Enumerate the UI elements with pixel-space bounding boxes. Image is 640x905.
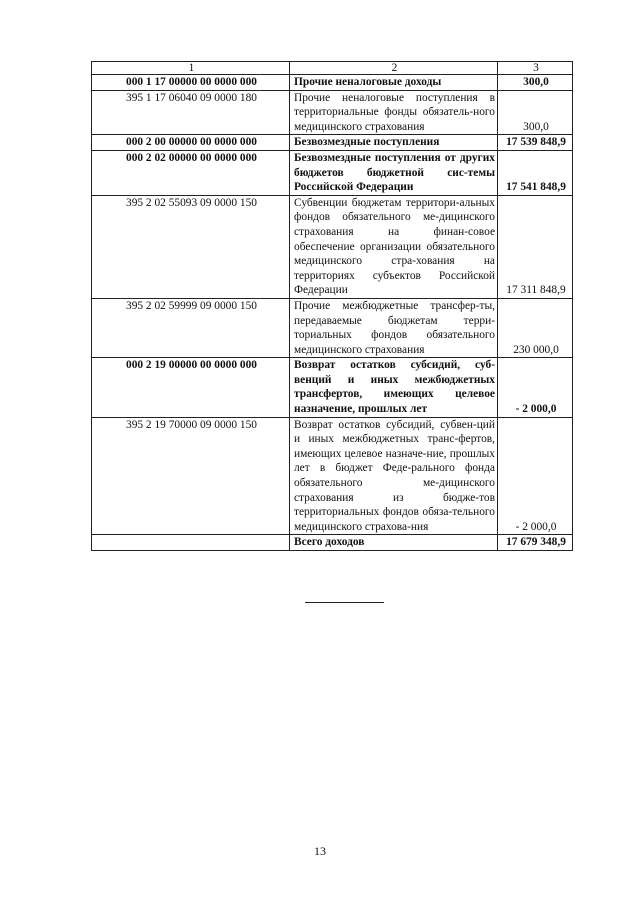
revenue-table bbox=[91, 61, 573, 551]
name-cell: Возврат остатков субсидий, субвен-ций и иных межбюджетных транс-фертов, имеющих целевое назначе-ние, прошлых лет в бюджет Феде-рального фонда обязательного ме-дицинского страхования из бюдже-тов территориальных фондов обяза-тельного медицинского страхова-ния bbox=[290, 417, 498, 535]
total-label: Всего доходов bbox=[290, 535, 498, 551]
name-cell: Прочие неналоговые доходы bbox=[290, 75, 498, 91]
table-row bbox=[92, 417, 573, 535]
separator-line bbox=[305, 602, 384, 603]
table-row bbox=[92, 135, 573, 151]
code-cell bbox=[92, 535, 290, 551]
column-header: 2 bbox=[290, 62, 498, 75]
value-cell: 17 539 848,9 bbox=[498, 135, 573, 151]
code-cell: 000 1 17 00000 00 0000 000 bbox=[92, 75, 290, 91]
name-cell: Прочие межбюджетные трансфер-ты, передаваемые бюджетам терри-ториальных фондов обязательного медицинского страхования bbox=[290, 298, 498, 357]
value-cell: - 2 000,0 bbox=[498, 358, 573, 417]
total-value: 17 679 348,9 bbox=[498, 535, 573, 551]
code-cell: 395 1 17 06040 09 0000 180 bbox=[92, 90, 290, 135]
code-cell: 000 2 00 00000 00 0000 000 bbox=[92, 135, 290, 151]
table-row bbox=[92, 150, 573, 195]
code-cell: 395 2 02 59999 09 0000 150 bbox=[92, 298, 290, 357]
table-row bbox=[92, 75, 573, 91]
code-cell: 395 2 19 70000 09 0000 150 bbox=[92, 417, 290, 535]
page-number: 13 bbox=[314, 844, 326, 858]
table-row bbox=[92, 195, 573, 298]
code-cell: 000 2 19 00000 00 0000 000 bbox=[92, 358, 290, 417]
code-cell: 000 2 02 00000 00 0000 000 bbox=[92, 150, 290, 195]
name-cell: Возврат остатков субсидий, суб-венций и иных межбюджетных трансфертов, имеющих целевое назначение, прошлых лет bbox=[290, 358, 498, 417]
name-cell: Субвенции бюджетам территори-альных фондов обязательного ме-дицинского страхования на финан-совое обеспечение организации обязательного медицинского стра-хования на территориях субъектов Российской Федерации bbox=[290, 195, 498, 298]
table-total-row bbox=[92, 535, 573, 551]
value-cell: 17 311 848,9 bbox=[498, 195, 573, 298]
table-row bbox=[92, 358, 573, 417]
value-cell: 17 541 848,9 bbox=[498, 150, 573, 195]
value-cell: 300,0 bbox=[498, 90, 573, 135]
table-header-row bbox=[92, 62, 573, 75]
column-header: 1 bbox=[92, 62, 290, 75]
table-row bbox=[92, 298, 573, 357]
table-row bbox=[92, 90, 573, 135]
name-cell: Безвозмездные поступления bbox=[290, 135, 498, 151]
column-header: 3 bbox=[498, 62, 573, 75]
name-cell: Безвозмездные поступления от других бюджетов бюджетной сис-темы Российской Федерации bbox=[290, 150, 498, 195]
name-cell: Прочие неналоговые поступления в территориальные фонды обязатель-ного медицинского страхования bbox=[290, 90, 498, 135]
value-cell: 300,0 bbox=[498, 75, 573, 91]
code-cell: 395 2 02 55093 09 0000 150 bbox=[92, 195, 290, 298]
value-cell: 230 000,0 bbox=[498, 298, 573, 357]
value-cell: - 2 000,0 bbox=[498, 417, 573, 535]
